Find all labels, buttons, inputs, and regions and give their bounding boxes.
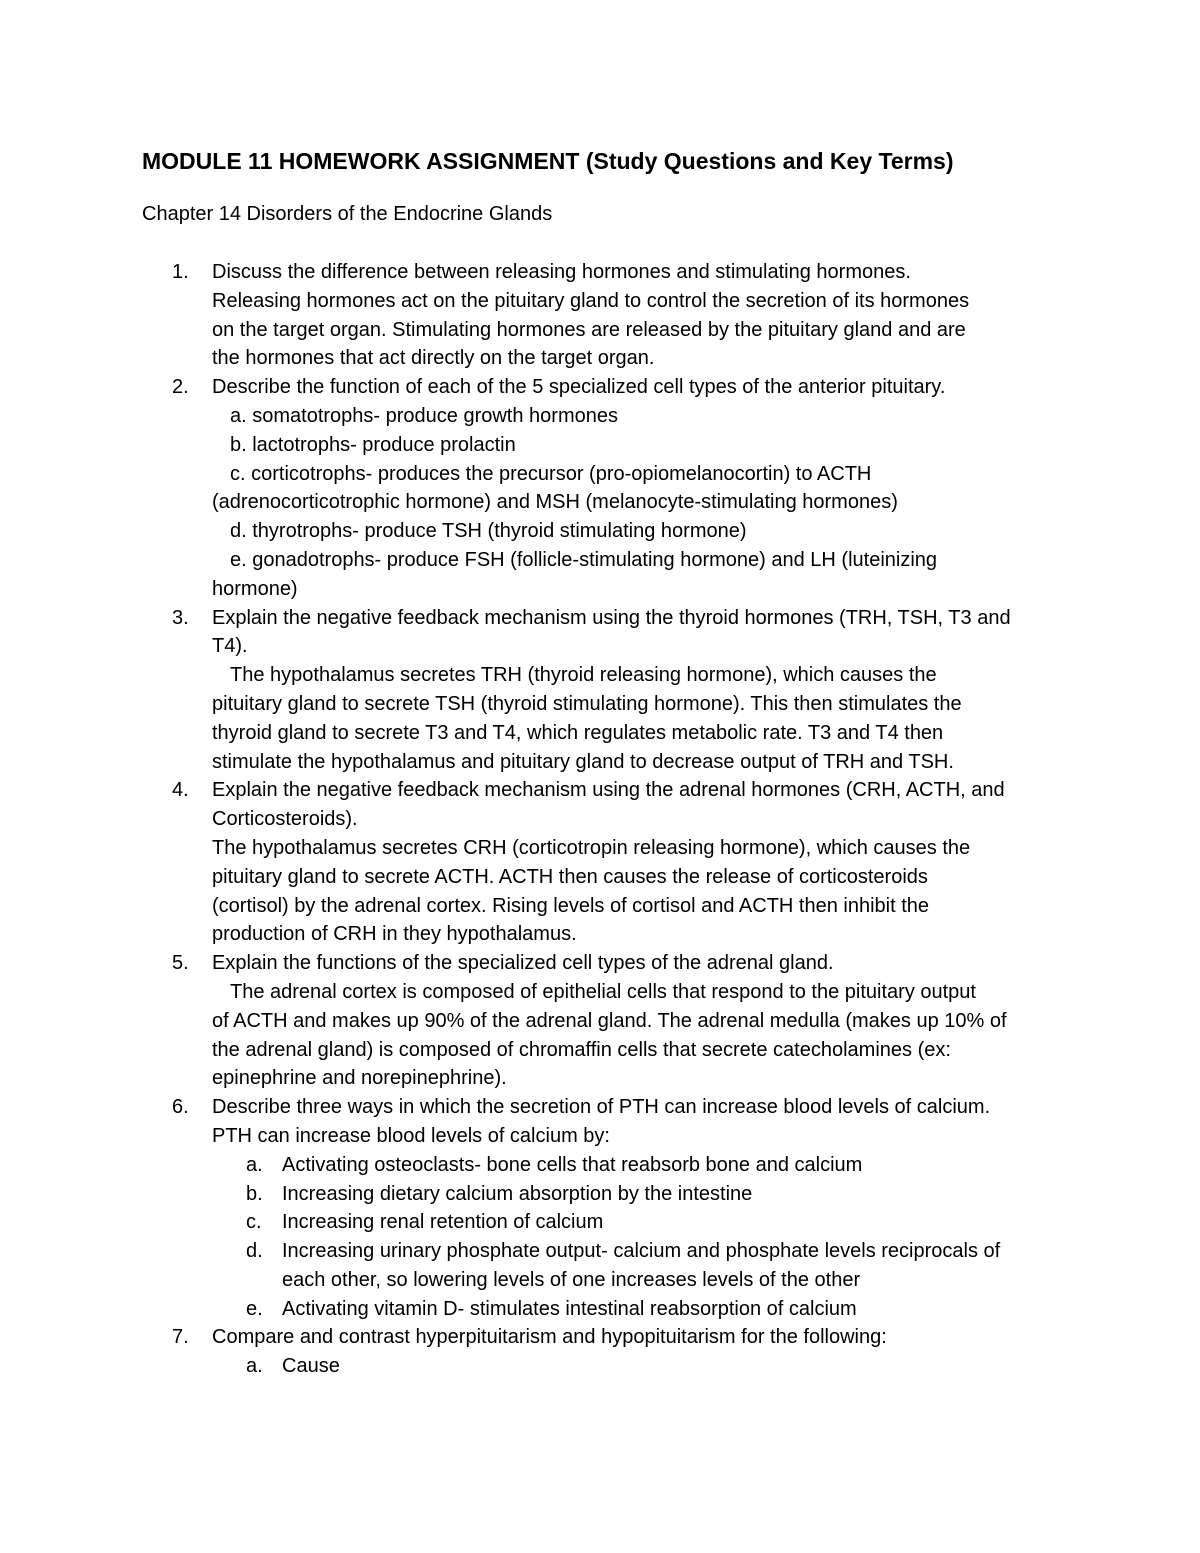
sub-item-d <box>212 1237 1082 1295</box>
answer-text: on the target organ. Stimulating hormones are released by the pituitary gland and are <box>212 318 966 341</box>
answer-text: (adrenocorticotrophic hormone) and MSH (melanocyte-stimulating hormones) <box>212 491 898 514</box>
chapter-heading: Chapter 14 Disorders of the Endocrine Glands <box>142 203 553 225</box>
question-number: 5. <box>172 952 189 975</box>
answer-text: the adrenal gland) is composed of chromaffin cells that secrete catecholamines (ex: <box>212 1038 951 1061</box>
answer-text: PTH can increase blood levels of calcium by: <box>212 1124 610 1147</box>
sub-item-text: each other, so lowering levels of one increases levels of the other <box>282 1268 861 1291</box>
question-text: Describe the function of each of the 5 specialized cell types of the anterior pituitary. <box>212 376 946 399</box>
question-4 <box>172 776 1082 949</box>
sub-item-letter: e. <box>246 1297 263 1320</box>
answer-text: pituitary gland to secrete TSH (thyroid stimulating hormone). This then stimulates the <box>212 692 962 715</box>
answer-text: epinephrine and norepinephrine). <box>212 1067 507 1090</box>
sub-item-text: Activating vitamin D- stimulates intestinal reabsorption of calcium <box>282 1297 857 1320</box>
sub-item-letter: a. <box>246 1355 263 1378</box>
question-number: 2. <box>172 376 189 399</box>
question-3 <box>172 604 1082 777</box>
sub-item-text: Increasing renal retention of calcium <box>282 1211 604 1234</box>
question-text: Explain the negative feedback mechanism using the adrenal hormones (CRH, ACTH, and <box>212 779 1005 802</box>
question-6 <box>172 1093 1082 1323</box>
sub-item-letter: b. <box>246 1182 263 1205</box>
sub-item-text: Activating osteoclasts- bone cells that reabsorb bone and calcium <box>282 1153 863 1176</box>
question-number: 4. <box>172 779 189 802</box>
answer-text: a. somatotrophs- produce growth hormones <box>230 404 618 427</box>
answer-text: e. gonadotrophs- produce FSH (follicle-stimulating hormone) and LH (luteinizing <box>230 548 938 571</box>
question-number: 6. <box>172 1096 189 1119</box>
sub-item-text: Increasing urinary phosphate output- calcium and phosphate levels reciprocals of <box>282 1240 1001 1263</box>
sub-item-a <box>212 1352 1082 1381</box>
sub-item-c <box>212 1208 1082 1237</box>
answer-text: The hypothalamus secretes CRH (corticotropin releasing hormone), which causes the <box>212 836 971 859</box>
sub-item-e <box>212 1295 1082 1324</box>
question-1 <box>172 258 1082 373</box>
question-text: T4). <box>212 635 248 658</box>
sub-item-a <box>212 1151 1082 1180</box>
answer-text: stimulate the hypothalamus and pituitary gland to decrease output of TRH and TSH. <box>212 750 954 773</box>
answer-text: c. corticotrophs- produces the precursor (pro-opiomelanocortin) to ACTH <box>230 462 872 485</box>
sub-item-text: Cause <box>282 1355 340 1378</box>
answer-text: the hormones that act directly on the target organ. <box>212 347 655 370</box>
question-5 <box>172 949 1082 1093</box>
question-number: 7. <box>172 1326 189 1349</box>
answer-text: pituitary gland to secrete ACTH. ACTH then causes the release of corticosteroids <box>212 865 928 888</box>
answer-text: Releasing hormones act on the pituitary gland to control the secretion of its hormones <box>212 289 970 312</box>
answer-text: thyroid gland to secrete T3 and T4, which regulates metabolic rate. T3 and T4 then <box>212 721 944 744</box>
question-text: Discuss the difference between releasing hormones and stimulating hormones. <box>212 261 911 283</box>
answer-text: production of CRH in they hypothalamus. <box>212 923 577 946</box>
question-text: Compare and contrast hyperpituitarism and hypopituitarism for the following: <box>212 1326 887 1349</box>
question-list <box>172 258 1082 1381</box>
answer-text: b. lactotrophs- produce prolactin <box>230 433 516 456</box>
question-text: Describe three ways in which the secretion of PTH can increase blood levels of calcium. <box>212 1096 991 1119</box>
answer-text: of ACTH and makes up 90% of the adrenal gland. The adrenal medulla (makes up 10% of <box>212 1009 1007 1032</box>
answer-text: d. thyrotrophs- produce TSH (thyroid stimulating hormone) <box>230 520 747 543</box>
sub-item-text: Increasing dietary calcium absorption by the intestine <box>282 1182 753 1205</box>
sub-item-letter: d. <box>246 1240 263 1263</box>
answer-text: (cortisol) by the adrenal cortex. Rising levels of cortisol and ACTH then inhibit the <box>212 894 930 917</box>
sub-item-letter: a. <box>246 1153 263 1176</box>
question-number: 3. <box>172 606 189 629</box>
question-text: Corticosteroids). <box>212 808 358 831</box>
question-text: Explain the negative feedback mechanism using the thyroid hormones (TRH, TSH, T3 and <box>212 606 1011 629</box>
answer-text: hormone) <box>212 577 298 600</box>
sub-item-letter: c. <box>246 1211 262 1234</box>
answer-text: The adrenal cortex is composed of epithelial cells that respond to the pituitary output <box>230 980 976 1003</box>
document-title: MODULE 11 HOMEWORK ASSIGNMENT (Study Questions and Key Terms) <box>142 148 954 174</box>
question-7 <box>172 1323 1082 1381</box>
sub-item-b <box>212 1180 1082 1209</box>
question-number: 1. <box>172 261 189 283</box>
question-2 <box>172 373 1082 603</box>
question-text: Explain the functions of the specialized cell types of the adrenal gland. <box>212 952 834 975</box>
answer-text: The hypothalamus secretes TRH (thyroid releasing hormone), which causes the <box>230 664 937 687</box>
